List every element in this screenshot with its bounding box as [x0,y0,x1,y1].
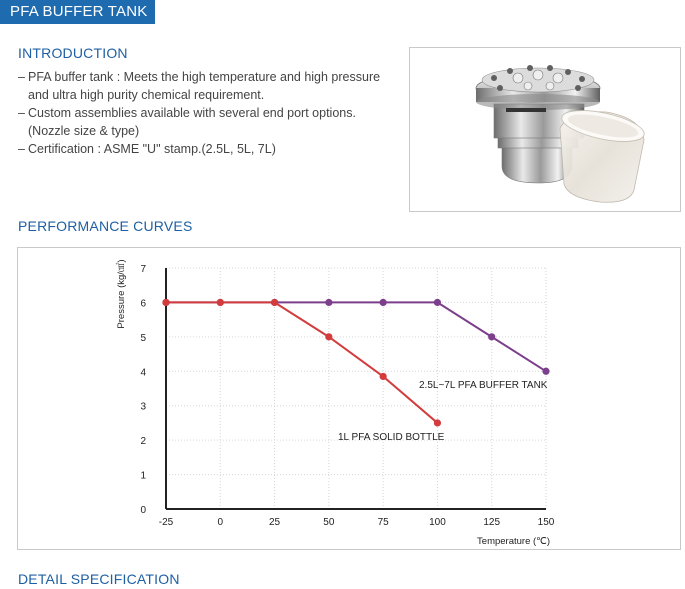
performance-curves-svg [18,248,682,551]
data-point [325,299,332,306]
y-tick-label: 6 [140,298,146,310]
product-photo [409,47,681,212]
buffer-tank-illustration [410,48,681,212]
y-tick-label: 5 [140,332,146,344]
x-tick-label: 25 [269,517,281,528]
x-tick-label: 150 [537,517,555,528]
data-point [217,299,224,306]
y-tick-label: 2 [140,436,146,448]
series-label: 2.5L~7L PFA BUFFER TANK [419,380,548,391]
performance-chart [17,247,681,550]
intro-item: – PFA buffer tank : Meets the high temperature and high pressure and ultra high purity chemical requirement. [18,68,398,104]
x-tick-label: -25 [158,517,174,528]
data-point [162,299,169,306]
data-point [325,333,332,340]
introduction-heading: INTRODUCTION [18,45,128,61]
data-point [488,333,495,340]
x-tick-label: 75 [377,517,389,528]
introduction-list [18,68,398,158]
x-tick-label: 50 [323,517,335,528]
data-point [271,299,278,306]
y-tick-label: 0 [140,505,146,516]
page-title-tab [0,0,155,24]
y-tick-label: 4 [140,367,146,379]
detail-heading: DETAIL SPECIFICATION [18,571,180,587]
y-tick-label: 3 [140,401,146,413]
performance-heading: PERFORMANCE CURVES [18,218,193,234]
data-point [434,299,441,306]
data-point [380,373,387,380]
y-tick-label: 1 [140,470,146,482]
x-axis-title: Temperature (℃) [477,536,550,547]
x-tick-label: 0 [217,517,224,528]
data-point [434,419,441,426]
series-line-1 [166,302,437,423]
intro-item: – Custom assemblies available with several end port options. (Nozzle size & type) [18,104,398,140]
data-point [542,368,549,375]
x-tick-label: 125 [483,517,501,528]
intro-item: – Certification : ASME "U" stamp.(2.5L, 5L, 7L) [18,140,398,158]
x-tick-label: 100 [429,517,446,528]
data-point [380,299,387,306]
series-label: 1L PFA SOLID BOTTLE [338,432,445,443]
page-title: PFA BUFFER TANK [10,3,148,20]
y-tick-label: 7 [140,264,146,275]
y-axis-title: Pressure (kg/㎠) [116,259,127,329]
